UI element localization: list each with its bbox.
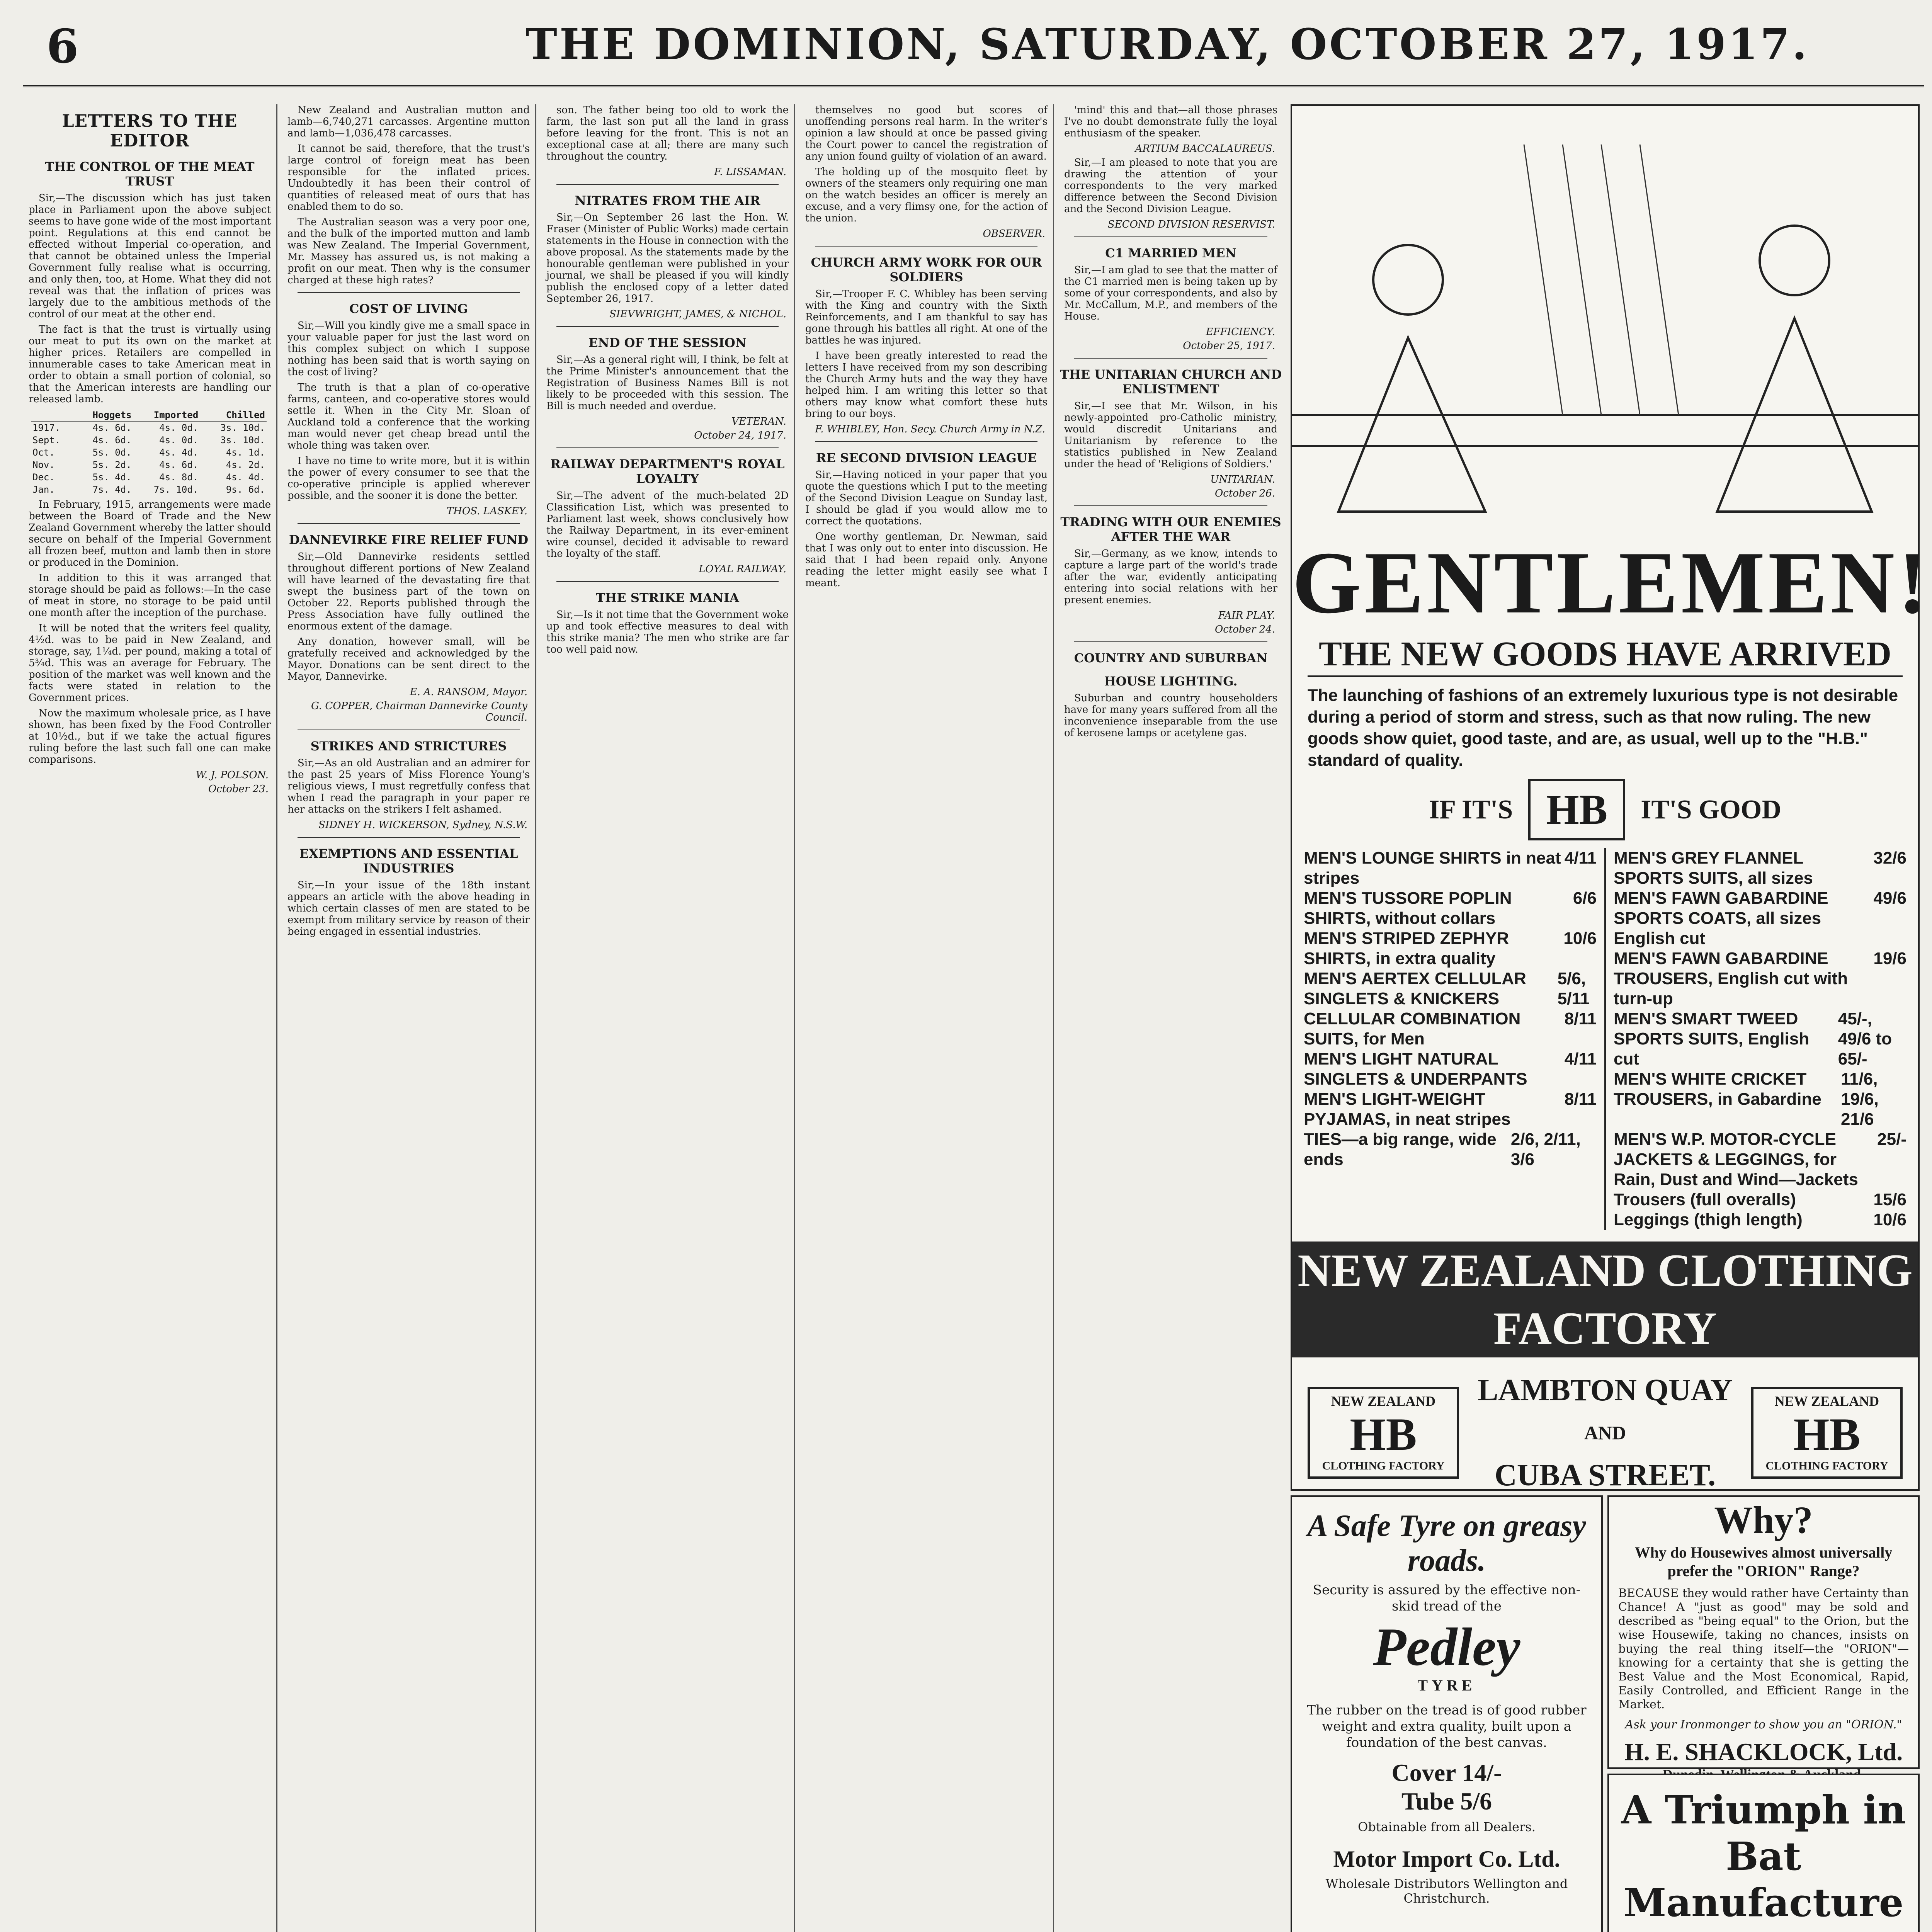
headline-country: COUNTRY AND SUBURBAN bbox=[1074, 651, 1268, 665]
headline: GENTLEMEN! bbox=[1292, 533, 1930, 632]
list-item: MEN'S AERTEX CELLULAR SINGLETS & KNICKERS 5/6, 5/11 bbox=[1304, 969, 1590, 1008]
paragraph: Now the maximum wholesale price, as I have shown, has been fixed by the Food Controller at 10½d., but if we take the actual figures ruling before the last such fall one can make comparisons. bbox=[29, 707, 271, 765]
date: October 26. bbox=[1214, 488, 1275, 499]
gentlemen-illustration bbox=[1292, 106, 1918, 531]
list-item: MEN'S TUSSORE POPLIN SHIRTS, without collars 6/6 bbox=[1304, 889, 1597, 928]
column-2 bbox=[282, 104, 536, 1932]
footer-row bbox=[1308, 1369, 1903, 1497]
paragraph: It will be noted that the writers feel quality, 4½d. was to be paid in New Zealand, and storage, say, 1¼d. per pound, making a total of 5¾d. This was an average for February. The position of the market was well known and the facts were stated in relation to the Government prices. bbox=[29, 622, 271, 704]
headline-strikes: STRIKES AND STRICTURES bbox=[310, 739, 507, 753]
store-address: LAMBTON QUAY AND CUBA STREET. bbox=[1477, 1373, 1733, 1492]
product-lists bbox=[1304, 848, 1906, 1230]
page-number: 6 bbox=[46, 19, 79, 74]
list-item: MEN'S LIGHT NATURAL SINGLETS & UNDERPANTS 4/11 bbox=[1304, 1049, 1597, 1088]
signature: UNITARIAN. bbox=[1210, 474, 1275, 485]
paragraph: I have no time to write more, but it is within the power of every consumer to see that the co-operative principle is applied wherever possible, and the sooner it is done the better. bbox=[287, 455, 530, 502]
body-text: BECAUSE they would rather have Certainty than Chance! A "just as good" may be sold and described as "being equal" to the Orion, but the wise Housewife, taking no chances, insists on buying the real thing itself—the "ORION"—knowing for a certainty that she is getting the Best Value and the Most Economical, Rapid, Easily Controlled, and Efficient Range in the Market. bbox=[1618, 1587, 1909, 1711]
date: October 24. bbox=[1214, 624, 1275, 635]
headline-unitarian: THE UNITARIAN CHURCH AND ENLISTMENT bbox=[1060, 367, 1282, 396]
signature: LOYAL RAILWAY. bbox=[699, 563, 786, 575]
paragraph: Sir,—Germany, as we know, intends to capture a large part of the world's trade after the war, evidently anticipating entering into social relations with her present enemies. bbox=[1064, 548, 1277, 606]
date: October 23. bbox=[208, 783, 269, 795]
paragraph: It cannot be said, therefore, that the trust's large control of foreign meat has been responsible for the inflated prices. Undoubtedly it has been their control of quantities of released meat of ours that has enabled them to do so. bbox=[287, 143, 530, 213]
product-list-right bbox=[1614, 848, 1906, 1230]
signature: F. LISSAMAN. bbox=[714, 166, 786, 178]
orion-range-advertisement bbox=[1607, 1495, 1920, 1769]
list-item: MEN'S FAWN GABARDINE TROUSERS, English cut with turn-up 19/6 bbox=[1614, 949, 1906, 1008]
paragraph: Suburban and country householders have for many years suffered from all the inconvenience inseparable from the use of kerosene lamps or acetylene gas. bbox=[1064, 692, 1277, 739]
paragraph: Sir,—As a general right will, I think, be felt at the Prime Minister's announcement that the Registration of Business Names Bill is not likely to be proceeded with this session. The Bill is much needed and overdue. bbox=[546, 354, 789, 412]
paragraph: New Zealand and Australian mutton and lamb—6,740,271 carcasses. Argentine mutton and lamb—1,036,478 carcasses. bbox=[287, 104, 530, 139]
signature: EFFICIENCY. bbox=[1206, 326, 1275, 338]
signature: VETERAN. bbox=[731, 416, 786, 427]
signature: SIEVWRIGHT, JAMES, & NICHOL. bbox=[609, 308, 786, 320]
column-4 bbox=[800, 104, 1054, 1932]
paragraph: Sir,—Trooper F. C. Whibley has been serving with the King and country with the Sixth Reinforcements, and I am thankful to say has gone through his battles all right. At one of the battles he was injured. bbox=[805, 288, 1048, 346]
section-title: LETTERS TO THE EDITOR bbox=[62, 111, 238, 151]
subheadline-lighting: HOUSE LIGHTING. bbox=[1104, 674, 1238, 689]
headline-railway: RAILWAY DEPARTMENT'S ROYAL LOYALTY bbox=[550, 457, 785, 486]
headline-meat-trust: THE CONTROL OF THE MEAT TRUST bbox=[45, 159, 255, 189]
paragraph: I have been greatly interested to read the letters I have received from my son describing the Church Army huts and the way they have helped him. I am writing this letter so that others may know what comfort these huts bring to our boys. bbox=[805, 350, 1048, 420]
company: Motor Import Co. Ltd. bbox=[1333, 1846, 1560, 1872]
body-text: The rubber on the tread is of good rubber weight and extra quality, built upon a foundation of the best canvas. bbox=[1307, 1702, 1587, 1750]
list-item: MEN'S GREY FLANNEL SPORTS SUITS, all sizes 32/6 bbox=[1614, 849, 1906, 888]
signature: SIDNEY H. WICKERSON, Sydney, N.S.W. bbox=[318, 819, 527, 831]
paragraph: Sir,—I am glad to see that the matter of the C1 married men is being taken up by some of your correspondents, and also by Mr. McCallum, M.P., and members of the House. bbox=[1064, 264, 1277, 322]
date: October 24, 1917. bbox=[694, 430, 786, 441]
paragraph: Sir,—I see that Mr. Wilson, in his newly-appointed pro-Catholic ministry, would discredit Unitarians and Unitarianism by reference to the statistics published in New Zealand under the head of 'Religions of Soldiers.' bbox=[1064, 400, 1277, 470]
cover-price: Cover 14/- bbox=[1391, 1759, 1502, 1786]
signature: FAIR PLAY. bbox=[1218, 610, 1275, 621]
headline-c1-married: C1 MARRIED MEN bbox=[1105, 246, 1236, 260]
subheadline: Why do Housewives almost universally prefer the "ORION" Range? bbox=[1634, 1544, 1893, 1580]
paragraph: Sir,—On September 26 last the Hon. W. Fraser (Minister of Public Works) made certain statements in the House in connection with the above proposal. As the statements made by the honourable gentleman were published in your journal, we shall be pleased if you will kindly publish the enclosed copy of a letter dated September 26, 1917. bbox=[546, 212, 789, 304]
paragraph: Sir,—Is it not time that the Government woke up and took effective measures to deal with this strike mania? The men who strike are far too well paid now. bbox=[546, 609, 789, 655]
list-item: Leggings (thigh length) 10/6 bbox=[1614, 1210, 1906, 1229]
company-sub: Wholesale Distributors Wellington and Christchurch. bbox=[1325, 1876, 1568, 1906]
headline-cost-of-living: COST OF LIVING bbox=[349, 301, 468, 316]
list-item: MEN'S LOUNGE SHIRTS in neat stripes 4/11 bbox=[1304, 849, 1597, 888]
paragraph: In February, 1915, arrangements were made between the Board of Trade and the New Zealand Government whereby the latter should secure on behalf of the Imperial Government all frozen beef, mutton and lamb then in store or produced in the Dominion. bbox=[29, 499, 271, 568]
intro-text: The launching of fashions of an extremely luxurious type is not desirable during a period of storm and stress, such as that now ruling. The new goods show quiet, good taste, and are, as usual, well up to the "H.B." standard of quality. bbox=[1308, 686, 1898, 770]
newspaper-title: THE DOMINION, SATURDAY, OCTOBER 27, 1917. bbox=[526, 19, 1810, 69]
tube-price: Tube 5/6 bbox=[1401, 1787, 1492, 1815]
paragraph: Sir,—I am pleased to note that you are drawing the attention of your correspondents to the very marked difference between the Second Division and the Second Division League. bbox=[1064, 157, 1277, 215]
signature: THOS. LASKEY. bbox=[446, 505, 527, 517]
signature: W. J. POLSON. bbox=[196, 769, 269, 781]
signature: F. WHIBLEY, Hon. Secy. Church Army in N.Z. bbox=[815, 423, 1045, 435]
paragraph: Sir,—In your issue of the 18th instant appears an article with the above heading in which certain classes of men are stated to be exempt from military service by reason of their being engaged in essential industries. bbox=[287, 879, 530, 937]
list-item: MEN'S W.P. MOTOR-CYCLE JACKETS & LEGGINGS, for Rain, Dust and Wind—Jackets 25/- bbox=[1614, 1130, 1906, 1189]
note: Obtainable from all Dealers. bbox=[1358, 1820, 1536, 1834]
ask-line: Ask your Ironmonger to show you an "ORION." bbox=[1625, 1718, 1902, 1731]
date: October 25, 1917. bbox=[1183, 340, 1275, 352]
mills-cricket-bat-advertisement bbox=[1607, 1774, 1920, 1932]
headline-church-army: CHURCH ARMY WORK FOR OUR SOLDIERS bbox=[811, 255, 1042, 284]
list-item: MEN'S WHITE CRICKET TROUSERS, in Gabardine 11/6, 19/6, 21/6 bbox=[1614, 1070, 1879, 1129]
list-item: MEN'S SMART TWEED SPORTS SUITS, English cut 45/-, 49/6 to 65/- bbox=[1614, 1009, 1892, 1068]
column-1 bbox=[23, 104, 277, 1932]
list-item: MEN'S LIGHT-WEIGHT PYJAMAS, in neat stripes 8/11 bbox=[1304, 1090, 1597, 1129]
signature: ARTIUM BACCALAUREUS. bbox=[1135, 143, 1275, 155]
hb-advertisement bbox=[1291, 104, 1930, 1492]
price-table: Hoggets Imported Chilled 1917. 4s. 6d. 4s. 0d. 3s. 10d. Sept. 4s. 6d. 4s. 0d. 3s. 10d. Oct. 5s. 0d. 4s. 4d. 4s. 1d. Nov. 5s. 2d. 4s. 6d. 4s. 2d. Dec. 5s. 4d. 4s. 8d. 4s. 4d. Jan. 7s. 4d. 7s. 10d. 9s. 6d. bbox=[31, 409, 267, 496]
headline-trading: TRADING WITH OUR ENEMIES AFTER THE WAR bbox=[1060, 515, 1281, 544]
paragraph: The Australian season was a very poor one, and the bulk of the imported mutton and lamb was New Zealand. The Imperial Government, Mr. Massey has assured us, is not making a profit on our meat. Then why is the consumer charged at these high rates? bbox=[287, 216, 530, 286]
paragraph: son. The father being too old to work the farm, the last son put all the land in grass before leaving for the front. This is not an exceptional case at all; there are many such throughout the country. bbox=[546, 104, 789, 162]
paragraph: In addition to this it was arranged that storage should be paid as follows:—In the case of meat in store, no storage to be paid until one month after the inception of the purchase. bbox=[29, 572, 271, 619]
signature: SECOND DIVISION RESERVIST. bbox=[1107, 219, 1275, 230]
headline: Why? bbox=[1714, 1498, 1813, 1541]
column-3 bbox=[541, 104, 795, 1932]
masthead bbox=[23, 8, 1924, 87]
column-5 bbox=[1059, 104, 1283, 1932]
signature: E. A. RANSOM, Mayor. bbox=[410, 686, 527, 698]
product-list-left bbox=[1304, 848, 1606, 1230]
list-item: CELLULAR COMBINATION SUITS, for Men 8/11 bbox=[1304, 1009, 1597, 1048]
paragraph: Sir,—As an old Australian and an admirer for the past 25 years of Miss Florence Young's religious views, I must regretfully confess that when I read the paragraph in your paper re her attacks on the strikers I felt ashamed. bbox=[287, 757, 530, 815]
signature: OBSERVER. bbox=[983, 228, 1045, 240]
hb-tagline: IF IT'S HB IT'S GOOD bbox=[1292, 779, 1918, 840]
headline-nitrates: NITRATES FROM THE AIR bbox=[575, 193, 760, 208]
signature: G. COPPER, Chairman Dannevirke County Council. bbox=[311, 700, 527, 723]
subheadline: Security is assured by the effective non-skid tread of the bbox=[1313, 1582, 1581, 1614]
subheadline: THE NEW GOODS HAVE ARRIVED bbox=[1308, 633, 1903, 677]
headline-second-division: RE SECOND DIVISION LEAGUE bbox=[816, 451, 1037, 465]
company: H. E. SHACKLOCK, Ltd. bbox=[1624, 1738, 1903, 1765]
paragraph: Any donation, however small, will be gratefully received and acknowledged by the Mayor. Donations can be sent direct to the Mayor, Dannevirke. bbox=[287, 636, 530, 682]
brand: Pedley bbox=[1373, 1617, 1520, 1677]
paragraph: Sir,—The discussion which has just taken place in Parliament upon the above subject seems to have gone wide of the most important point. Regulations at this end cannot be effected without Imperial co-operation, and that cannot be obtained unless the Imperial Government fully realise what is occurring, and only then, too, at Home. What they did not reveal was that the inflation of prices was largely due to the ambitious methods of the control of our meat at the other end. bbox=[29, 192, 271, 320]
brand-sub: TYRE bbox=[1417, 1677, 1476, 1694]
hb-badge-left: NEW ZEALAND HB CLOTHING FACTORY bbox=[1308, 1387, 1459, 1479]
headline-end-of-session: END OF THE SESSION bbox=[588, 335, 747, 350]
headline-exemptions: EXEMPTIONS AND ESSENTIAL INDUSTRIES bbox=[299, 846, 518, 876]
headline-strike-mania: THE STRIKE MANIA bbox=[596, 590, 739, 605]
list-item: TIES—a big range, wide ends 2/6, 2/11, 3/6 bbox=[1304, 1130, 1581, 1169]
headline: A Triumph in Bat Manufacture bbox=[1621, 1787, 1906, 1925]
list-item: MEN'S STRIPED ZEPHYR SHIRTS, in extra quality 10/6 bbox=[1304, 929, 1597, 968]
paragraph: The fact is that the trust is virtually using our meat to put its own on the market at higher prices. Retailers are compelled in innumerable cases to take American meat in order to obtain a small portion of colonial, so that the American interests are handling our released lamb. bbox=[29, 324, 271, 405]
paragraph: Sir,—Will you kindly give me a small space in your valuable paper for just the last word on this complex subject on which I suppose nothing has been said that is worth saying on the cost of living? bbox=[287, 320, 530, 378]
headline: A Safe Tyre on greasy roads. bbox=[1307, 1509, 1586, 1578]
paragraph: The truth is that a plan of co-operative farms, canteen, and co-operative stores would settle it. When in the City Mr. Sloan of Auckland told a conference that the working man would never get cheap bread until the whole thing was taken over. bbox=[287, 382, 530, 451]
paragraph: 'mind' this and that—all those phrases I've no doubt demonstrate fully the loyal enthusiasm of the speaker. bbox=[1064, 104, 1277, 139]
headline-fire-relief: DANNEVIRKE FIRE RELIEF FUND bbox=[289, 532, 529, 547]
paragraph: Sir,—The advent of the much-belated 2D Classification List, which was presented to Parliament last week, shows conclusively how the Railway Department, in its ever-eminent wire counsel, decided it advisable to reward the loyalty of the staff. bbox=[546, 490, 789, 560]
paragraph: The holding up of the mosquito fleet by owners of the steamers only requiring one man on the watch besides an officer is merely an excuse, and a very flimsy one, for the action of the union. bbox=[805, 166, 1048, 224]
footer-banner: NEW ZEALAND CLOTHING FACTORY bbox=[1292, 1242, 1918, 1357]
hb-badge-right: NEW ZEALAND HB CLOTHING FACTORY bbox=[1751, 1387, 1903, 1479]
list-item: Trousers (full overalls) 15/6 bbox=[1614, 1190, 1906, 1209]
list-item: MEN'S FAWN GABARDINE SPORTS COATS, all sizes English cut 49/6 bbox=[1614, 889, 1906, 948]
paragraph: Sir,—Old Dannevirke residents settled throughout different portions of New Zealand will have learned of the devastating fire that swept the business part of the town on October 22. Reports published through the Press Association have fully outlined the enormous extent of the damage. bbox=[287, 551, 530, 632]
paragraph: Sir,—Having noticed in your paper that you quote the questions which I put to the meeting of the Second Division League on Sunday last, I should be glad if you would allow me to correct the quotations. bbox=[805, 469, 1048, 527]
paragraph: themselves no good but scores of unoffending persons real harm. In the writer's opinion a law should at once be passed giving the Court power to cancel the registration of any union found guilty of violation of an award. bbox=[805, 104, 1048, 162]
paragraph: One worthy gentleman, Dr. Newman, said that I was only out to enter into discussion. He said that I had been repaid only. Anyone reading the letter might easily see what I meant. bbox=[805, 531, 1048, 589]
pedley-tyre-advertisement bbox=[1291, 1495, 1603, 1932]
